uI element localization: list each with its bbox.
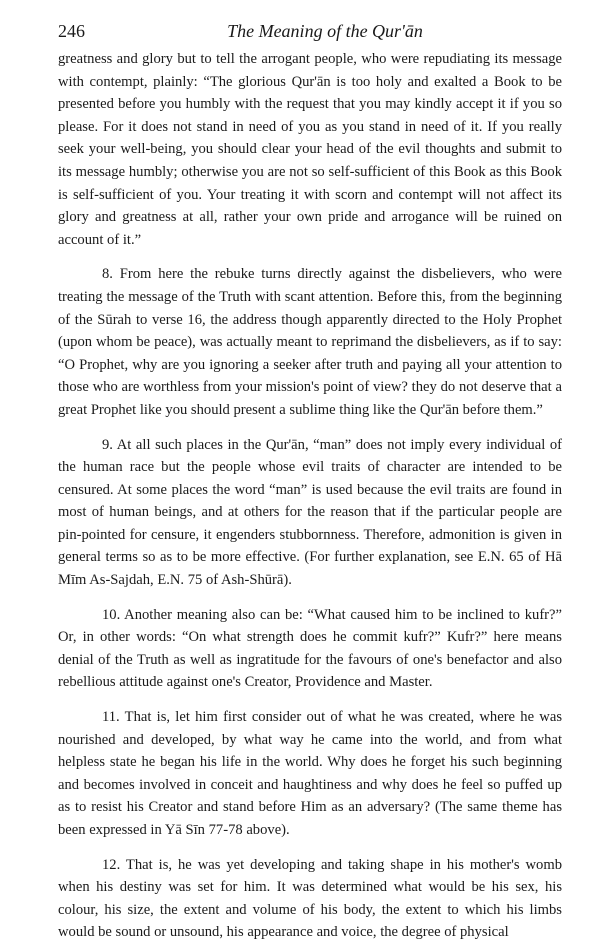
paragraph-note-10: 10. Another meaning also can be: “What caused him to be inclined to kufr?” Or, in other words: “On what strength does he commit kufr?” Kufr?” here means denial of the Truth as well as ingratitude for the favours of one's benefactor and also rebellious attitude against one's Creator, Providence and Master. [58,606,562,691]
page-header [58,18,562,44]
paragraph-continuation: greatness and glory but to tell the arrogant people, who were repudiating its message with contempt, plainly: “The glorious Qur'ān is too holy and exalted a Book to be presented before you humbly with the request that you may kindly accept it if you so please. For it does not stand in need of you as you stand in need of it. If you really seek your well-being, you should clear your head of the evil thoughts and submit to its message humbly; otherwise you are not so self-sufficient of this Book as this Book is self-sufficient of you. Your treating it with scorn and contempt will not affect its glory and greatness at all, rather your own pride and arrogance will be ruined on account of it.” [58,51,562,248]
paragraph-note-9: 9. At all such places in the Qur'ān, “man” does not imply every individual of the human race but the people whose evil traits of character are intended to be censured. At some places the word “man” is used because the evil traits are found in most of human beings, and at others for the reason that if the particular people are pin-pointed for censure, it engenders stubbornness. Therefore, admonition is given in general terms so as to be more effective. (For further explanation, see E.N. 65 of Hā Mīm As-Sajdah, E.N. 75 of Ash-Shūrā). [58,436,562,589]
running-title: The Meaning of the Qur'ān [227,21,423,41]
paragraph-note-11: 11. That is, let him first consider out of what he was created, where he was nourished and developed, by what way he came into the world, and from what helpless state he began his life in the world. Why does he forget his such beginning and becomes involved in conceit and haughtiness and why does he feel so puffed up as to resist his Creator and stand before Him as an adversary? (The same theme has been expressed in Yā Sīn 77-78 above). [58,709,562,838]
page-body [58,48,562,944]
page-number: 246 [58,21,85,41]
paragraph-note-12: 12. That is, he was yet developing and taking shape in his mother's womb when his destiny was set for him. It was determined what would be his sex, his colour, his size, the extent and volume of his body, the extent to which his limbs would be sound or unsound, his appearance and voice, the degree of physical [58,856,562,941]
paragraph-note-8: 8. From here the rebuke turns directly against the disbelievers, who were treating the message of the Truth with scant attention. Before this, from the beginning of the Sūrah to verse 16, the address though apparently directed to the Holy Prophet (upon whom be peace), was actually meant to reprimand the disbelievers, as if to say: “O Prophet, why are you ignoring a seeker after truth and paying all your attention to those who are worthless from your mission's point of view? they do not deserve that a great Prophet like you should present a sublime thing like the Qur'ān before them.” [58,266,562,418]
